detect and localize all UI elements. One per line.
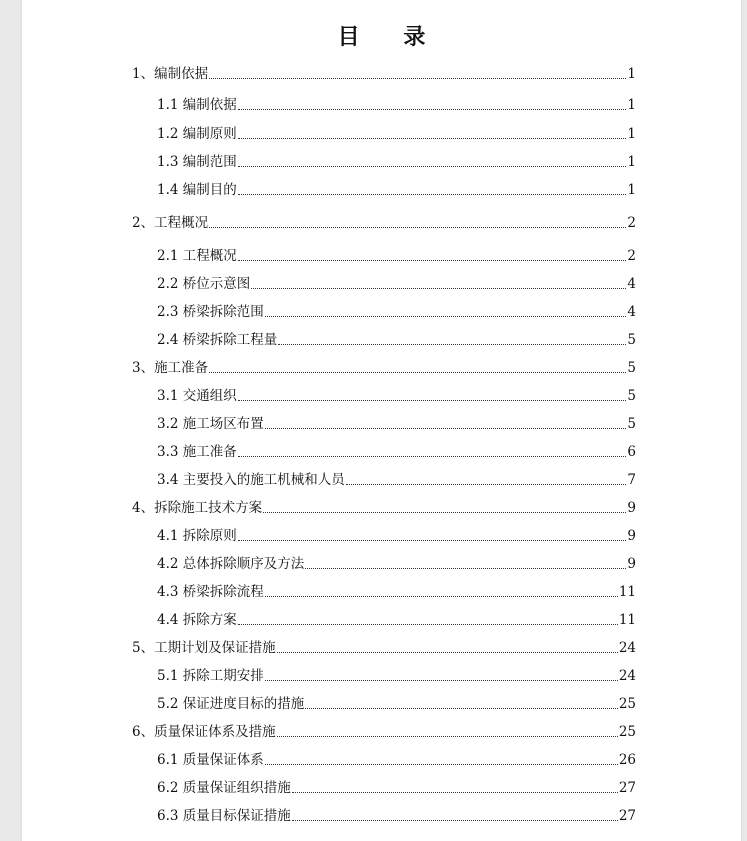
dot-leader <box>238 455 627 457</box>
toc-entry-page: 2 <box>627 215 636 231</box>
toc-entry-page: 6 <box>627 444 636 460</box>
toc-entry[interactable] <box>157 525 636 545</box>
toc-entry-page: 26 <box>618 752 636 768</box>
toc-entry[interactable] <box>157 805 636 825</box>
toc-entry-page: 1 <box>627 66 636 82</box>
toc-entry[interactable] <box>132 721 636 741</box>
toc-entry-label: 3.4 主要投入的施工机械和人员 <box>157 472 345 488</box>
toc-entry-label: 4.4 拆除方案 <box>157 612 237 628</box>
toc-entry-label: 6.3 质量目标保证措施 <box>157 808 291 824</box>
toc-entry-label: 6.2 质量保证组织措施 <box>157 780 291 796</box>
toc-entry-label: 2、工程概况 <box>132 215 209 231</box>
toc-entry-page: 11 <box>618 612 636 628</box>
toc-entry-page: 11 <box>618 584 636 600</box>
toc-entry-label: 2.2 桥位示意图 <box>157 276 251 292</box>
dot-leader <box>238 259 627 261</box>
toc-entry-label: 5、工期计划及保证措施 <box>132 640 276 656</box>
dot-leader <box>265 595 618 597</box>
toc-entry[interactable] <box>157 469 636 489</box>
dot-leader <box>346 483 627 485</box>
dot-leader <box>265 427 627 429</box>
toc-entry[interactable] <box>157 581 636 601</box>
toc-entry-label: 3.2 施工场区布置 <box>157 416 264 432</box>
dot-leader <box>305 567 626 569</box>
toc-entry-page: 5 <box>627 388 636 404</box>
toc-entry-page: 1 <box>627 182 636 198</box>
dot-leader <box>292 819 618 821</box>
toc-entry-page: 27 <box>618 808 636 824</box>
dot-leader <box>238 193 627 195</box>
toc-title: 目 录 <box>337 25 444 50</box>
document-page <box>22 0 741 841</box>
toc-entry-label: 1.1 编制依据 <box>157 97 237 113</box>
toc-entry-page: 25 <box>618 696 636 712</box>
toc-entry[interactable] <box>157 329 636 349</box>
dot-leader <box>238 399 627 401</box>
dot-leader <box>238 623 618 625</box>
toc-entry-label: 3.1 交通组织 <box>157 388 237 404</box>
toc-entry[interactable] <box>157 609 636 629</box>
toc-entry[interactable] <box>157 385 636 405</box>
toc-entry[interactable] <box>157 179 636 199</box>
toc-entry-label: 1.4 编制目的 <box>157 182 237 198</box>
toc-entry-label: 3.3 施工准备 <box>157 444 237 460</box>
toc-entry-page: 1 <box>627 126 636 142</box>
dot-leader <box>238 108 627 110</box>
toc-entry[interactable] <box>132 357 636 377</box>
toc-entry[interactable] <box>157 693 636 713</box>
toc-entry-page: 5 <box>627 332 636 348</box>
toc-entry-page: 5 <box>627 360 636 376</box>
toc-entry-page: 25 <box>618 724 636 740</box>
toc-entry-page: 27 <box>618 780 636 796</box>
toc-entry-page: 4 <box>627 276 636 292</box>
toc-entry-label: 3、施工准备 <box>132 360 209 376</box>
dot-leader <box>238 165 627 167</box>
toc-entry[interactable] <box>132 637 636 657</box>
toc-entry-page: 9 <box>627 528 636 544</box>
dot-leader <box>292 791 618 793</box>
dot-leader <box>277 651 618 653</box>
toc-entry-label: 5.2 保证进度目标的措施 <box>157 696 305 712</box>
toc-entry[interactable] <box>157 94 636 114</box>
toc-entry-label: 2.3 桥梁拆除范围 <box>157 304 264 320</box>
toc-entry[interactable] <box>157 301 636 321</box>
toc-entry-label: 4、拆除施工技术方案 <box>132 500 263 516</box>
toc-entry[interactable] <box>157 151 636 171</box>
toc-entry-page: 9 <box>627 500 636 516</box>
dot-leader <box>265 315 627 317</box>
toc-entry-label: 1.3 编制范围 <box>157 154 237 170</box>
toc-entry-label: 1.2 编制原则 <box>157 126 237 142</box>
toc-entry-page: 9 <box>627 556 636 572</box>
dot-leader <box>238 539 627 541</box>
toc-entry-label: 4.1 拆除原则 <box>157 528 237 544</box>
toc-entry-label: 6.1 质量保证体系 <box>157 752 264 768</box>
dot-leader <box>263 511 626 513</box>
toc-entry[interactable] <box>132 497 636 517</box>
toc-entry-label: 2.1 工程概况 <box>157 248 237 264</box>
dot-leader <box>209 226 626 228</box>
toc-entry[interactable] <box>157 413 636 433</box>
toc-entry[interactable] <box>157 123 636 143</box>
dot-leader <box>251 287 626 289</box>
toc-entry-page: 4 <box>627 304 636 320</box>
toc-entry-page: 5 <box>627 416 636 432</box>
toc-entry[interactable] <box>157 665 636 685</box>
dot-leader <box>265 679 618 681</box>
dot-leader <box>277 735 618 737</box>
toc-entry-page: 2 <box>627 248 636 264</box>
toc-entry-label: 1、编制依据 <box>132 66 209 82</box>
toc-entry-page: 1 <box>627 97 636 113</box>
toc-entry-page: 1 <box>627 154 636 170</box>
dot-leader <box>265 763 618 765</box>
toc-entry[interactable] <box>157 777 636 797</box>
dot-leader <box>209 77 626 79</box>
toc-entry[interactable] <box>132 63 636 83</box>
dot-leader <box>305 707 618 709</box>
toc-entry-label: 6、质量保证体系及措施 <box>132 724 276 740</box>
toc-entry-label: 5.1 拆除工期安排 <box>157 668 264 684</box>
toc-entry[interactable] <box>157 273 636 293</box>
toc-entry[interactable] <box>157 553 636 573</box>
toc-entry[interactable] <box>157 245 636 265</box>
toc-entry[interactable] <box>157 441 636 461</box>
toc-entry-page: 7 <box>627 472 636 488</box>
dot-leader <box>238 137 627 139</box>
toc-entry[interactable] <box>132 212 636 232</box>
dot-leader <box>209 371 626 373</box>
toc-entry-label: 4.2 总体拆除顺序及方法 <box>157 556 305 572</box>
toc-entry[interactable] <box>157 749 636 769</box>
toc-entry-label: 4.3 桥梁拆除流程 <box>157 584 264 600</box>
toc-entry-page: 24 <box>618 640 636 656</box>
toc-entry-page: 24 <box>618 668 636 684</box>
toc-entry-label: 2.4 桥梁拆除工程量 <box>157 332 278 348</box>
dot-leader <box>278 343 626 345</box>
